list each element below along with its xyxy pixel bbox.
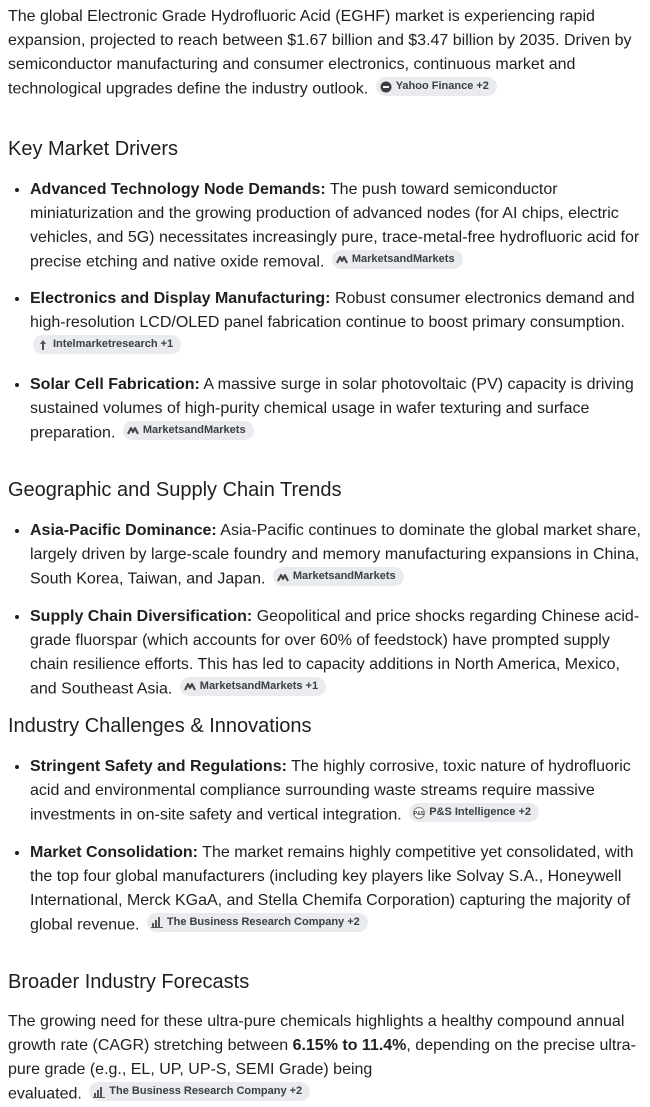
item-title: Supply Chain Diversification:: [30, 607, 253, 625]
marketsandmarkets-icon: [336, 253, 348, 265]
list-item: [30, 286, 642, 360]
item-title: Solar Cell Fabrication:: [30, 375, 200, 393]
item-text: Robust consumer electronics demand and high-resolution LCD/OLED panel fabrication continue to boost primary consumption.: [30, 290, 635, 331]
list-item: [30, 604, 642, 702]
geo-list: [8, 518, 642, 701]
item-text: Geopolitical and price shocks regarding Chinese acid-grade fluorspar (which accounts for over 60% of feedstock) have prompted supply chain resilience efforts. This has led to capacity additions in North America, Mexico, and Southeast Asia.: [30, 607, 640, 697]
list-item: [30, 518, 642, 592]
list-item: [30, 372, 642, 446]
source-chip-yahoo-finance[interactable]: [376, 77, 497, 96]
forecasts-text: evaluated.: [8, 1085, 82, 1103]
item-text: The push toward semiconductor miniaturization and the growing production of advanced nodes (for AI chips, electric vehicles, and 5G) necessitates increasingly pure, trace-metal-free hydrofluoric acid for precise etching and native oxide removal.: [30, 180, 640, 270]
source-chip-label: The Business Research Company +2: [109, 1085, 303, 1097]
item-title: Stringent Safety and Regulations:: [30, 758, 287, 775]
section-heading-challenges: Industry Challenges & Innovations: [8, 715, 312, 737]
source-chip-label: MarketsandMarkets: [292, 570, 396, 582]
item-title: Advanced Technology Node Demands:: [30, 180, 326, 198]
cagr-range: 6.15% to 11.4%: [292, 1037, 407, 1054]
item-text: Asia-Pacific continues to dominate the global market share, largely driven by large-scale foundry and memory manufacturing expansions in China, South Korea, Taiwan, and Japan.: [30, 522, 641, 588]
section-heading-drivers: Key Market Drivers: [8, 137, 179, 160]
list-item: [30, 840, 642, 938]
intro-paragraph: [8, 5, 642, 102]
challenges-list: [8, 754, 642, 937]
forecasts-text: The growing need for these ultra-pure chemicals highlights a healthy compound annual growth rate (CAGR) stretching between: [8, 1013, 625, 1054]
source-chip-marketsandmarkets[interactable]: [273, 567, 404, 586]
business-research-company-icon: [151, 916, 163, 928]
source-chip-label: Yahoo Finance +2: [395, 80, 489, 92]
source-chip-marketsandmarkets[interactable]: [123, 421, 254, 440]
drivers-list: [8, 177, 642, 446]
source-chip-marketsandmarkets[interactable]: [180, 677, 326, 696]
source-chip-business-research-company[interactable]: [89, 1082, 310, 1101]
marketsandmarkets-icon: [127, 424, 139, 436]
marketsandmarkets-icon: [184, 680, 196, 692]
yahoo-finance-icon: [380, 81, 392, 93]
source-chip-label: P&S Intelligence +2: [429, 806, 531, 818]
business-research-company-icon: [93, 1086, 105, 1098]
source-chip-marketsandmarkets[interactable]: [332, 250, 463, 269]
item-text: A massive surge in solar photovoltaic (PV) capacity is driving sustained volumes of high-purity chemical usage in wafer texturing and surface preparation.: [30, 375, 634, 441]
source-chip-ps-intelligence[interactable]: [409, 803, 539, 822]
source-chip-business-research-company[interactable]: [147, 913, 368, 932]
source-chip-intelmarketresearch[interactable]: [33, 335, 181, 354]
marketsandmarkets-icon: [277, 571, 289, 583]
source-chip-label: The Business Research Company +2: [166, 915, 360, 928]
item-text: The highly corrosive, toxic nature of hydrofluoric acid and environmental compliance surrounding waste streams require massive investments in on-site safety and vertical integration.: [30, 758, 631, 824]
item-title: Electronics and Display Manufacturing:: [30, 290, 331, 307]
source-chip-label: MarketsandMarkets +1: [199, 679, 319, 692]
item-title: Market Consolidation:: [30, 843, 199, 861]
list-item: [30, 754, 642, 828]
source-chip-label: Intelmarketresearch +1: [53, 338, 174, 350]
section-heading-geo: Geographic and Supply Chain Trends: [8, 479, 342, 501]
source-chip-label: MarketsandMarkets: [351, 252, 455, 265]
item-title: Asia-Pacific Dominance:: [30, 522, 217, 539]
source-chip-label: MarketsandMarkets: [142, 423, 246, 436]
list-item: [30, 177, 642, 275]
intro-text: The global Electronic Grade Hydrofluoric Acid (EGHF) market is experiencing rapid expansion, projected to reach between $1.67 billion and $3.47 billion by 2035. Driven by semiconductor manufacturing and consumer electronics, continuous market and technological upgrades define the industry outlook.: [8, 8, 632, 98]
section-heading-forecasts: Broader Industry Forecasts: [8, 971, 250, 993]
item-text: The market remains highly competitive yet consolidated, with the top four global manufacturers (including key players like Solvay S.A., Honeywell International, Merck KGaA, and Stella Chemifa Corporation) capturing the majority of global revenue.: [30, 843, 634, 933]
svg-text:P&S: P&S: [414, 810, 425, 817]
ps-intelligence-icon: [413, 807, 425, 819]
forecasts-paragraph: [8, 1010, 642, 1107]
intelmarketresearch-icon: [37, 339, 49, 351]
forecasts-text: , depending on the precise ultra-pure grade (e.g., EL, UP, UP-S, SEMI Grade) being: [8, 1037, 636, 1078]
